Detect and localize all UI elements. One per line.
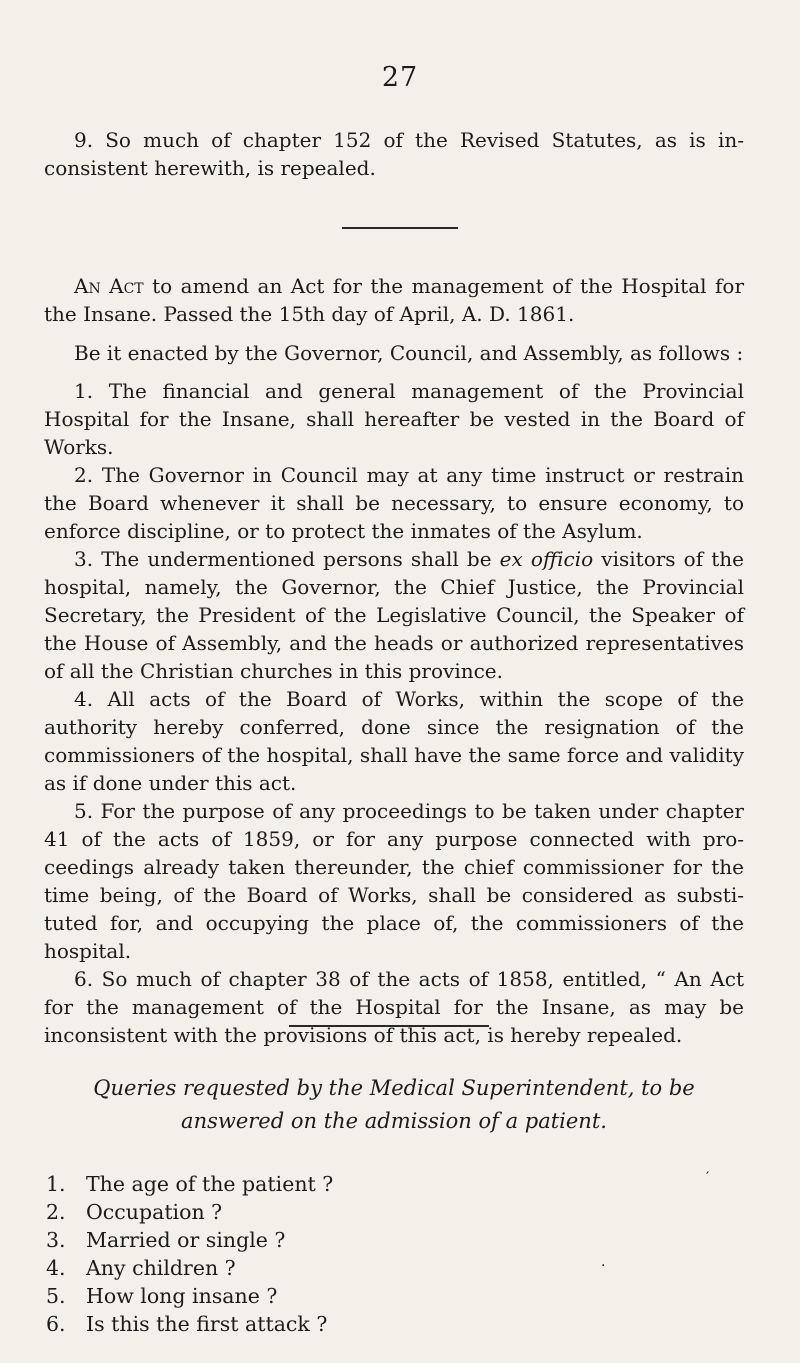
query-number: 2.	[46, 1200, 66, 1224]
stray-dot: ·	[601, 1258, 606, 1274]
list-item	[46, 1310, 333, 1338]
act-heading-block	[44, 272, 744, 328]
section-6-paragraph: 6. So much of chapter 38 of the acts of 1858, entitled, “ An Act for the management of the Hospital for the Insane, as may be inconsistent with the provisions of this act, is hereby repealed.	[44, 967, 744, 1047]
act-title-rest: to amend an Act for the management of the Hospital for the Insane. Passed the 15th day of April, A. D. 1861.	[44, 274, 745, 326]
query-text: How long insane ?	[86, 1284, 278, 1308]
act-body	[44, 339, 744, 1049]
query-number: 5.	[46, 1284, 66, 1308]
query-number: 6.	[46, 1312, 66, 1336]
query-text: The age of the patient ?	[86, 1172, 334, 1196]
query-text: Any children ?	[86, 1256, 236, 1280]
list-item	[46, 1282, 333, 1310]
section-3-paragraph: 3. The undermentioned persons shall be ex officio visitors of the hospital, namely, the Governor, the Chief Justice, the Provincial Secretary, the President of the Legislative Council, the Speaker of the House of Assembly, and the heads or authorized representatives of all the Christian churches in this province.	[44, 547, 745, 683]
queries-list	[46, 1170, 333, 1338]
section-1-paragraph: 1. The financial and general management of the Provincial Hospital for the Insane, shall hereafter be vested in the Board of Works.	[44, 379, 744, 459]
query-text: Married or single ?	[86, 1228, 286, 1252]
section-4-paragraph: 4. All acts of the Board of Works, within the scope of the authority hereby conferred, done since the resignation of the commissioners of the hospital, shall have the same force and validity as if done under this act.	[44, 687, 744, 795]
query-text: Is this the first attack ?	[86, 1312, 328, 1336]
divider-rule-2	[289, 1025, 489, 1027]
query-text: Occupation ?	[86, 1200, 223, 1224]
list-item	[46, 1226, 333, 1254]
query-number: 4.	[46, 1256, 66, 1280]
enacting-clause: Be it enacted by the Governor, Council, and Assembly, as follows :	[74, 341, 744, 365]
page-number: 27	[381, 62, 419, 93]
section-5-paragraph: 5. For the purpose of any proceedings to be taken under chapter 41 of the acts of 1859, or for any purpose connected with proceedings already taken thereunder, the chief commissioner for the time being, of the Board of Works, shall be considered as substituted for, and occupying the place of, the commissioners of the hospital.	[44, 799, 744, 963]
section-9-paragraph: 9. So much of chapter 152 of the Revised Statutes, as is inconsistent herewith, is repealed.	[44, 128, 744, 180]
act-title	[44, 272, 744, 328]
query-number: 1.	[46, 1172, 66, 1196]
divider-rule-1	[342, 227, 458, 229]
list-item	[46, 1170, 333, 1198]
latin-term: ex officio	[499, 547, 594, 571]
section-9-block	[44, 126, 744, 182]
list-item	[46, 1198, 333, 1226]
queries-title: Queries requested by the Medical Superintendent, to be answered on the admission of a patient.	[93, 1076, 695, 1133]
query-number: 3.	[46, 1228, 66, 1252]
act-title-lead: An Act	[74, 274, 144, 298]
section-2-paragraph: 2. The Governor in Council may at any time instruct or restrain the Board whenever it shall be necessary, to ensure economy, to enforce discipline, or to protect the inmates of the Asylum.	[44, 463, 744, 543]
stray-mark: ′	[706, 1170, 710, 1186]
list-item	[46, 1254, 333, 1282]
